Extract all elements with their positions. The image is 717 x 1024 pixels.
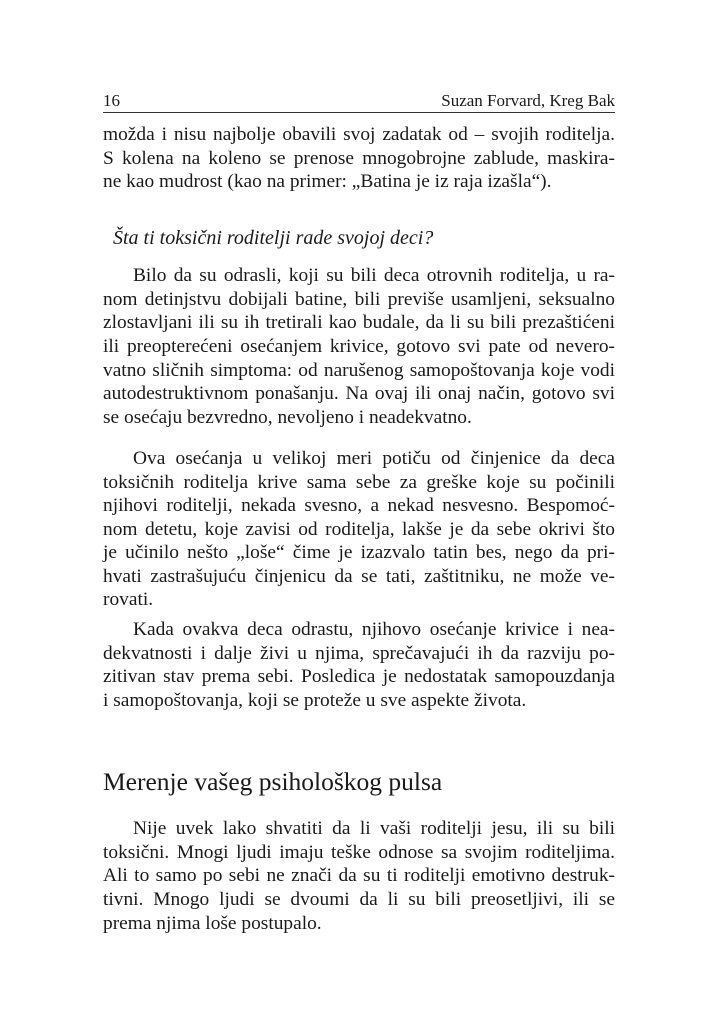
text-line: Nije uvek lako shvatiti da li vaši roditelji jesu, ili su bili: [133, 818, 615, 839]
running-header-authors: Suzan Forvard, Kreg Bak: [441, 91, 615, 110]
text-line: Kada ovakva deca odrastu, njihovo osećanje krivice i nea-: [133, 619, 615, 640]
subheading-italic: Šta ti toksični roditelji rade svojoj deci?: [113, 227, 434, 249]
running-header: [103, 90, 615, 112]
text-line: ne kao mudrost (kao na primer: „Batina je iz raja izašla“).: [103, 171, 552, 192]
text-line: Ova osećanja u velikoj meri potiču od činjenice da deca: [133, 448, 615, 469]
text-line: dekvatnosti i dalje živi u njima, sprečavajući ih da razviju po-: [103, 643, 615, 664]
text-line: vatno sličnih simptoma: od narušenog samopoštovanja koje vodi: [103, 360, 615, 381]
text-line: je učinilo nešto „loše“ čime je izazvalo tatin bes, nego da pri-: [103, 542, 615, 563]
section-heading: Merenje vašeg psihološkog pulsa: [103, 767, 443, 796]
text-line: zlostavljani ili su ih tretirali kao budale, da li su bili prezaštićeni: [103, 312, 615, 333]
text-line: rovati.: [103, 589, 154, 610]
text-line: i samopoštovanja, koji se proteže u sve aspekte života.: [103, 690, 527, 711]
text-line: nom detetu, koje zavisi od roditelja, lakše je da sebe okrivi što: [103, 519, 615, 540]
text-line: se osećaju bezvredno, nevoljeno i neadekvatno.: [103, 407, 472, 428]
text-line: prema njima loše postupalo.: [103, 913, 322, 934]
text-line: zitivan stav prema sebi. Posledica je nedostatak samopouzdanja: [103, 666, 615, 687]
text-line: toksičnih roditelja krive sama sebe za greške koje su počinili: [103, 472, 615, 493]
page-number: 16: [103, 91, 120, 110]
text-line: ili preopterećeni osećanjem krivice, gotovo svi pate od nevero-: [103, 336, 615, 357]
text-line: autodestruktivnom ponašanju. Na ovaj ili onaj način, gotovo svi: [103, 383, 615, 404]
text-line: Bilo da su odrasli, koji su bili deca otrovnih roditelja, u ra-: [133, 265, 615, 286]
text-line: hvati zastrašujuću činjenicu da se tati, zaštitniku, ne može ve-: [103, 566, 615, 587]
header-rule: [103, 112, 615, 113]
text-line: nom detinjstvu dobijali batine, bili previše usamljeni, seksualno: [103, 289, 615, 310]
text-line: možda i nisu najbolje obavili svoj zadatak od – svojih roditelja.: [103, 124, 615, 145]
text-line: njihovi roditelji, nekada svesno, a nekad nesvesno. Bespomoć-: [103, 495, 615, 516]
text-line: toksični. Mnogi ljudi imaju teške odnose sa svojim roditeljima.: [103, 842, 615, 863]
text-line: tivni. Mnogo ljudi se dvoumi da li su bili preosetljivi, ili se: [103, 889, 615, 910]
text-line: Ali to samo po sebi ne znači da su ti roditelji emotivno destruk-: [103, 865, 615, 886]
text-line: S kolena na koleno se prenose mnogobrojne zablude, maskira-: [103, 148, 615, 169]
